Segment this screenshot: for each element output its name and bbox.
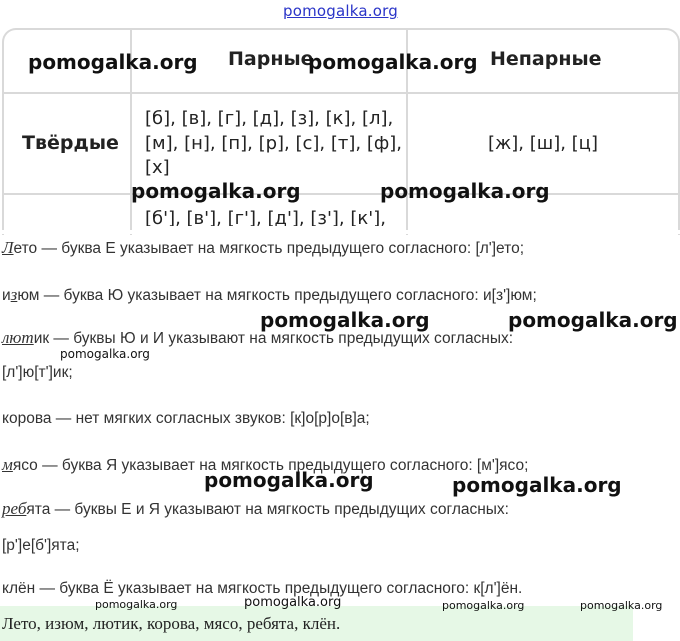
explanation-line: [2, 285, 537, 305]
underlined-letter: м: [2, 455, 13, 474]
line-text: ясо — буква Я указывает на мягкость предыдущего согласного: [м']ясо;: [12, 457, 529, 474]
explanation-line: [2, 328, 513, 348]
watermark: pomogalka.org: [580, 599, 663, 612]
line-text: ята — буквы Е и Я указывают на мягкость предыдущих согласных:: [26, 501, 509, 518]
row-label-hard: Твёрдые: [22, 132, 119, 154]
watermark: pomogalka.org: [452, 473, 622, 497]
watermark: pomogalka.org: [508, 308, 678, 332]
table-divider: [4, 92, 678, 94]
line-text: ето — буква Е указывает на мягкость предыдущего согласного: [л']ето;: [13, 240, 525, 257]
watermark: pomogalka.org: [28, 50, 198, 74]
explanation-line: клён — буква Ё указывает на мягкость предыдущего согласного: к[л']ён.: [2, 580, 523, 597]
underlined-letter: лют: [2, 328, 34, 347]
explanation-line: [2, 499, 509, 519]
hard-paired-line: [б], [в], [г], [д], [з], [к], [л],: [145, 108, 394, 129]
explanation-line: [р']е[б']ята;: [2, 537, 80, 554]
explanation-line: корова — нет мягких согласных звуков: [к]о[р]о[в]а;: [2, 410, 370, 427]
watermark: pomogalka.org: [260, 308, 430, 332]
line-text: юм — буква Ю указывает на мягкость предыдущего согласного: и[з']юм;: [17, 287, 537, 304]
hard-paired-line: [м], [н], [п], [р], [с], [т], [ф],: [145, 133, 403, 154]
header-paired: Парные: [228, 48, 314, 70]
underlined-letter: реб: [2, 499, 27, 518]
watermark: pomogalka.org: [131, 179, 301, 203]
answer-text: Лето, изюм, лютик, корова, мясо, ребята, клён.: [2, 614, 341, 633]
line-text: и: [2, 287, 11, 304]
watermark-top[interactable]: pomogalka.org: [283, 2, 398, 20]
explanation-line: [л']ю[т']ик;: [2, 364, 73, 381]
watermark: pomogalka.org: [380, 179, 550, 203]
watermark: pomogalka.org: [204, 468, 374, 492]
hard-paired-line: [х]: [145, 157, 170, 178]
watermark: pomogalka.org: [442, 599, 525, 612]
watermark: pomogalka.org: [95, 598, 178, 611]
underlined-letter: Л: [2, 238, 14, 257]
header-unpaired: Непарные: [490, 48, 602, 70]
line-text: ик — буквы Ю и И указывают на мягкость предыдущих согласных:: [33, 330, 514, 347]
watermark: pomogalka.org: [60, 347, 150, 361]
watermark: pomogalka.org: [244, 595, 342, 610]
explanation-line: [2, 238, 524, 258]
crop-edge: [0, 230, 680, 234]
underlined-letter: з: [10, 285, 18, 304]
table-divider: [4, 193, 678, 195]
hard-unpaired: [ж], [ш], [ц]: [488, 133, 598, 154]
watermark: pomogalka.org: [308, 50, 478, 74]
soft-paired-partial: [б'], [в'], [г'], [д'], [з'], [к'],: [145, 208, 386, 226]
